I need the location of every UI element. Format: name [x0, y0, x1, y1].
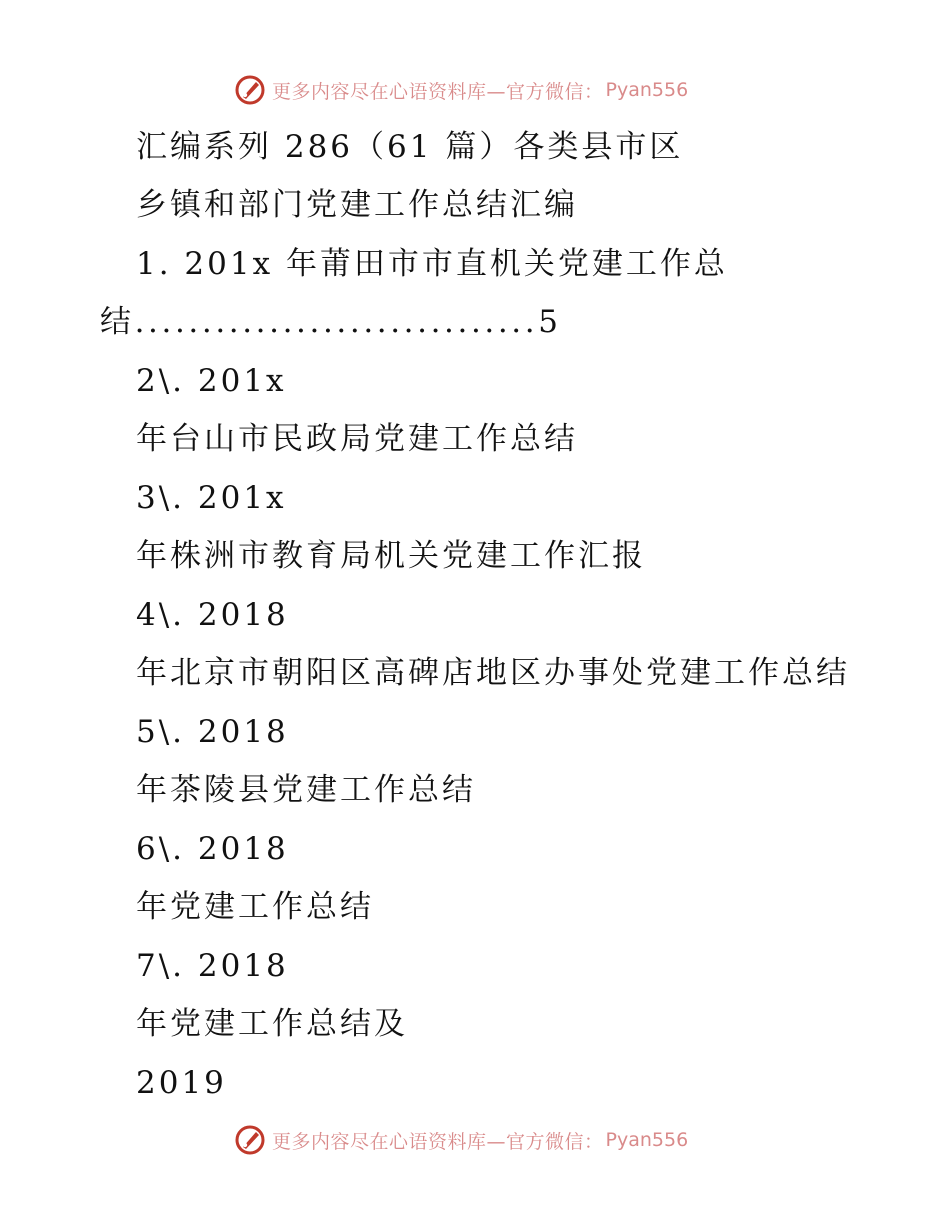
- toc-entry-5-title: 年茶陵县党建工作总结: [136, 772, 476, 808]
- toc-entry-3-title: 年株洲市教育局机关党建工作汇报: [136, 538, 646, 574]
- toc-entry-1-page: 结..............................5: [100, 304, 562, 340]
- watermark-text: 更多内容尽在心语资料库—官方微信：: [272, 1130, 604, 1153]
- toc-entry-2-number: 2\. 201x: [136, 363, 287, 399]
- toc-entry-4-title: 年北京市朝阳区高碑店地区办事处党建工作总结: [136, 655, 850, 691]
- doc-title-line-2: 乡镇和部门党建工作总结汇编: [136, 187, 578, 223]
- toc-entry-7-year: 2019: [136, 1065, 227, 1101]
- footer-watermark: [234, 1123, 688, 1157]
- toc-entry-6-title: 年党建工作总结: [136, 889, 374, 925]
- toc-entry-6-number: 6\. 2018: [136, 831, 289, 867]
- toc-entry-7-title: 年党建工作总结及: [136, 1006, 408, 1042]
- quill-logo-icon: [234, 1124, 266, 1156]
- watermark-text: 更多内容尽在心语资料库—官方微信：: [272, 80, 604, 103]
- quill-logo-icon: [234, 74, 266, 106]
- toc-entry-1-title: 1. 201x 年莆田市市直机关党建工作总: [136, 246, 728, 282]
- doc-title-line-1: 汇编系列 286（61 篇）各类县市区: [136, 129, 684, 165]
- watermark-wechat-id: Pyan556: [605, 1129, 689, 1151]
- toc-entry-5-number: 5\. 2018: [136, 714, 289, 750]
- toc-entry-3-number: 3\. 201x: [136, 480, 287, 516]
- toc-entry-7-number: 7\. 2018: [136, 948, 289, 984]
- header-watermark: [234, 73, 688, 107]
- toc-entry-2-title: 年台山市民政局党建工作总结: [136, 421, 578, 457]
- watermark-wechat-id: Pyan556: [605, 79, 689, 101]
- toc-entry-4-number: 4\. 2018: [136, 597, 289, 633]
